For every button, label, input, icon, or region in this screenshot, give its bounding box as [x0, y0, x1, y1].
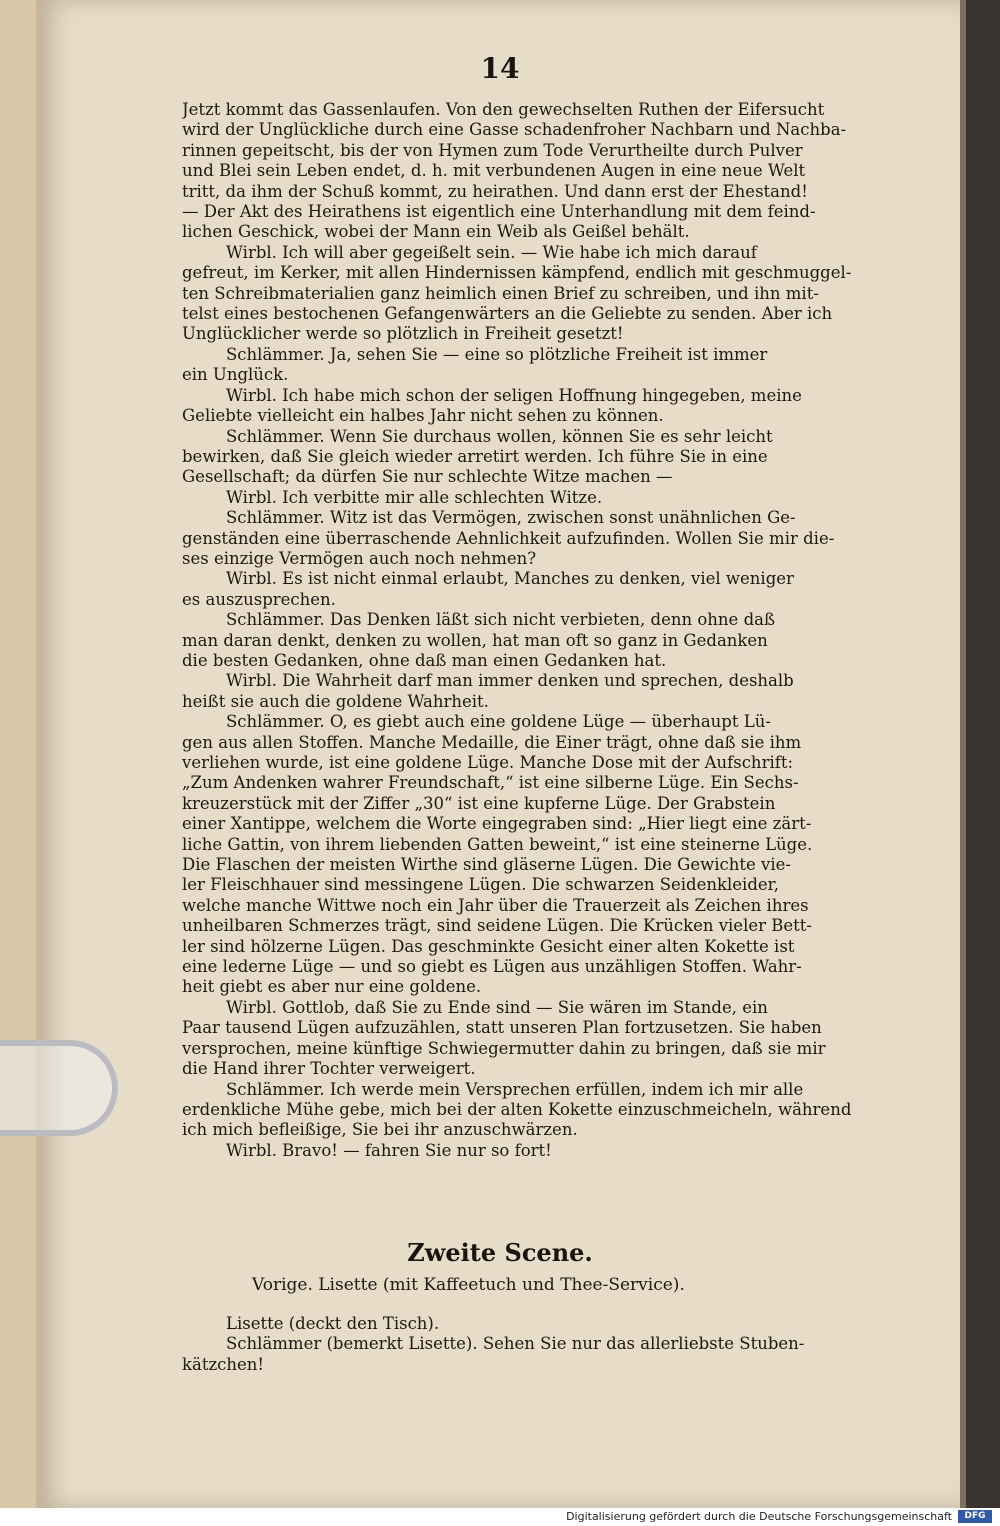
text-line: Gesellschaft; da dürfen Sie nur schlechte Witze machen —	[182, 467, 673, 487]
text-line: Lisette (deckt den Tisch).	[226, 1314, 440, 1333]
scene-text	[182, 1314, 904, 1375]
text-line: gen aus allen Stoffen. Manche Medaille, die Einer trägt, ohne daß sie ihm	[182, 732, 802, 752]
text-line: Wirbl. Ich will aber gegeißelt sein. — Wie habe ich mich darauf	[226, 242, 757, 262]
text-line: liche Gattin, von ihrem liebenden Gatten beweint,“ ist eine steinerne Lüge.	[182, 834, 813, 854]
text-line: heit giebt es aber nur eine goldene.	[182, 977, 482, 997]
text-line: gefreut, im Kerker, mit allen Hindernissen kämpfend, endlich mit geschmuggel-	[182, 263, 852, 283]
text-line: wird der Unglückliche durch eine Gasse schadenfroher Nachbarn und Nachba-	[182, 120, 847, 140]
text-line: Wirbl. Ich verbitte mir alle schlechten Witze.	[226, 487, 603, 507]
book-cover-left	[0, 0, 36, 1508]
text-line: man daran denkt, denken zu wollen, hat man oft so ganz in Gedanken	[182, 630, 768, 650]
text-line: Wirbl. Bravo! — fahren Sie nur so fort!	[226, 1140, 552, 1160]
text-line: tritt, da ihm der Schuß kommt, zu heirathen. Und dann erst der Ehestand!	[182, 181, 808, 201]
text-line: ler Fleischhauer sind messingene Lügen. Die schwarzen Seidenkleider,	[182, 875, 779, 895]
text-line: heißt sie auch die goldene Wahrheit.	[182, 691, 489, 711]
text-line: unheilbaren Schmerzes trägt, sind seidene Lügen. Die Krücken vieler Bett-	[182, 916, 812, 936]
text-line: ein Unglück.	[182, 365, 289, 385]
text-line: kätzchen!	[182, 1354, 265, 1374]
text-line: ses einzige Vermögen auch noch nehmen?	[182, 548, 537, 568]
text-line: rinnen gepeitscht, bis der von Hymen zum Tode Verurtheilte durch Pulver	[182, 140, 803, 160]
page-number: 14	[480, 52, 520, 85]
text-line: versprochen, meine künftige Schwiegermutter dahin zu bringen, daß sie mir	[182, 1038, 826, 1058]
text-line: Schlämmer. Ja, sehen Sie — eine so plötzliche Freiheit ist immer	[226, 344, 768, 364]
text-line: Paar tausend Lügen aufzuzählen, statt unseren Plan fortzusetzen. Sie haben	[182, 1018, 822, 1038]
text-line: die Hand ihrer Tochter verweigert.	[182, 1059, 476, 1079]
scene-cast: Vorige. Lisette (mit Kaffeetuch und Thee-Service).	[252, 1275, 685, 1295]
text-line: Schlämmer. Witz ist das Vermögen, zwischen sonst unähnlichen Ge-	[226, 508, 796, 528]
funding-note: Digitalisierung gefördert durch die Deutsche Forschungsgemeinschaft	[566, 1510, 952, 1523]
text-line: Schlämmer. Ich werde mein Versprechen erfüllen, indem ich mir alle	[226, 1079, 804, 1099]
text-line: — Der Akt des Heirathens ist eigentlich eine Unterhandlung mit dem feind-	[182, 202, 816, 222]
text-line: Schlämmer. O, es giebt auch eine goldene Lüge — überhaupt Lü-	[226, 712, 771, 732]
text-line: verliehen wurde, ist eine goldene Lüge. Manche Dose mit der Aufschrift:	[182, 753, 794, 772]
text-line: welche manche Wittwe noch ein Jahr über die Trauerzeit als Zeichen ihres	[182, 895, 809, 915]
dfg-logo: DFG	[958, 1510, 992, 1523]
text-line: telst eines bestochenen Gefangenwärters an die Geliebte zu senden. Aber ich	[182, 304, 833, 324]
text-line: Wirbl. Die Wahrheit darf man immer denken und sprechen, deshalb	[226, 671, 794, 691]
text-line: kreuzerstück mit der Ziffer „30“ ist eine kupferne Lüge. Der Grabstein	[182, 793, 776, 813]
text-line: es auszusprechen.	[182, 589, 336, 609]
text-line: erdenkliche Mühe gebe, mich bei der alten Kokette einzuschmeicheln, während	[182, 1099, 852, 1119]
text-line: Schlämmer. Das Denken läßt sich nicht verbieten, denn ohne daß	[226, 610, 775, 630]
text-line: Geliebte vielleicht ein halbes Jahr nicht sehen zu können.	[182, 406, 664, 426]
text-line: Schlämmer (bemerkt Lisette). Sehen Sie nur das allerliebste Stuben-	[226, 1334, 805, 1354]
scene-heading: Zweite Scene.	[407, 1238, 593, 1267]
paper-clip	[0, 1040, 118, 1136]
text-line: einer Xantippe, welchem die Worte eingegraben sind: „Hier liegt eine zärt-	[182, 814, 812, 834]
text-line: genständen eine überraschende Aehnlichkeit aufzufinden. Wollen Sie mir die-	[182, 528, 835, 548]
footer-bar	[0, 1508, 1000, 1526]
text-line: Schlämmer. Wenn Sie durchaus wollen, können Sie es sehr leicht	[226, 426, 773, 446]
text-line: bewirken, daß Sie gleich wieder arretirt werden. Ich führe Sie in eine	[182, 446, 768, 466]
text-line: und Blei sein Leben endet, d. h. mit verbundenen Augen in eine neue Welt	[182, 161, 806, 181]
text-line: Wirbl. Es ist nicht einmal erlaubt, Manches zu denken, viel weniger	[226, 569, 794, 589]
text-line: die besten Gedanken, ohne daß man einen Gedanken hat.	[182, 650, 667, 670]
text-line: Die Flaschen der meisten Wirthe sind gläserne Lügen. Die Gewichte vie-	[182, 855, 791, 875]
text-line: ten Schreibmaterialien ganz heimlich einen Brief zu schreiben, und ihn mit-	[182, 283, 819, 303]
text-line: ler sind hölzerne Lügen. Das geschminkte Gesicht einer alten Kokette ist	[182, 936, 795, 956]
text-line: „Zum Andenken wahrer Freundschaft,“ ist eine silberne Lüge. Ein Sechs-	[182, 773, 799, 793]
book-cover-right	[966, 0, 1000, 1508]
text-line: Jetzt kommt das Gassenlaufen. Von den gewechselten Ruthen der Eifersucht	[182, 100, 825, 119]
body-text	[182, 100, 904, 1161]
text-line: Wirbl. Ich habe mich schon der seligen Hoffnung hingegeben, meine	[226, 385, 802, 405]
text-line: Wirbl. Gottlob, daß Sie zu Ende sind — Sie wären im Stande, ein	[226, 997, 768, 1017]
text-line: ich mich befleißige, Sie bei ihr anzuschwärzen.	[182, 1120, 578, 1140]
text-line: eine lederne Lüge — und so giebt es Lügen aus unzähligen Stoffen. Wahr-	[182, 957, 802, 977]
text-line: Unglücklicher werde so plötzlich in Freiheit gesetzt!	[182, 324, 624, 344]
text-line: lichen Geschick, wobei der Mann ein Weib als Geißel behält.	[182, 222, 690, 242]
